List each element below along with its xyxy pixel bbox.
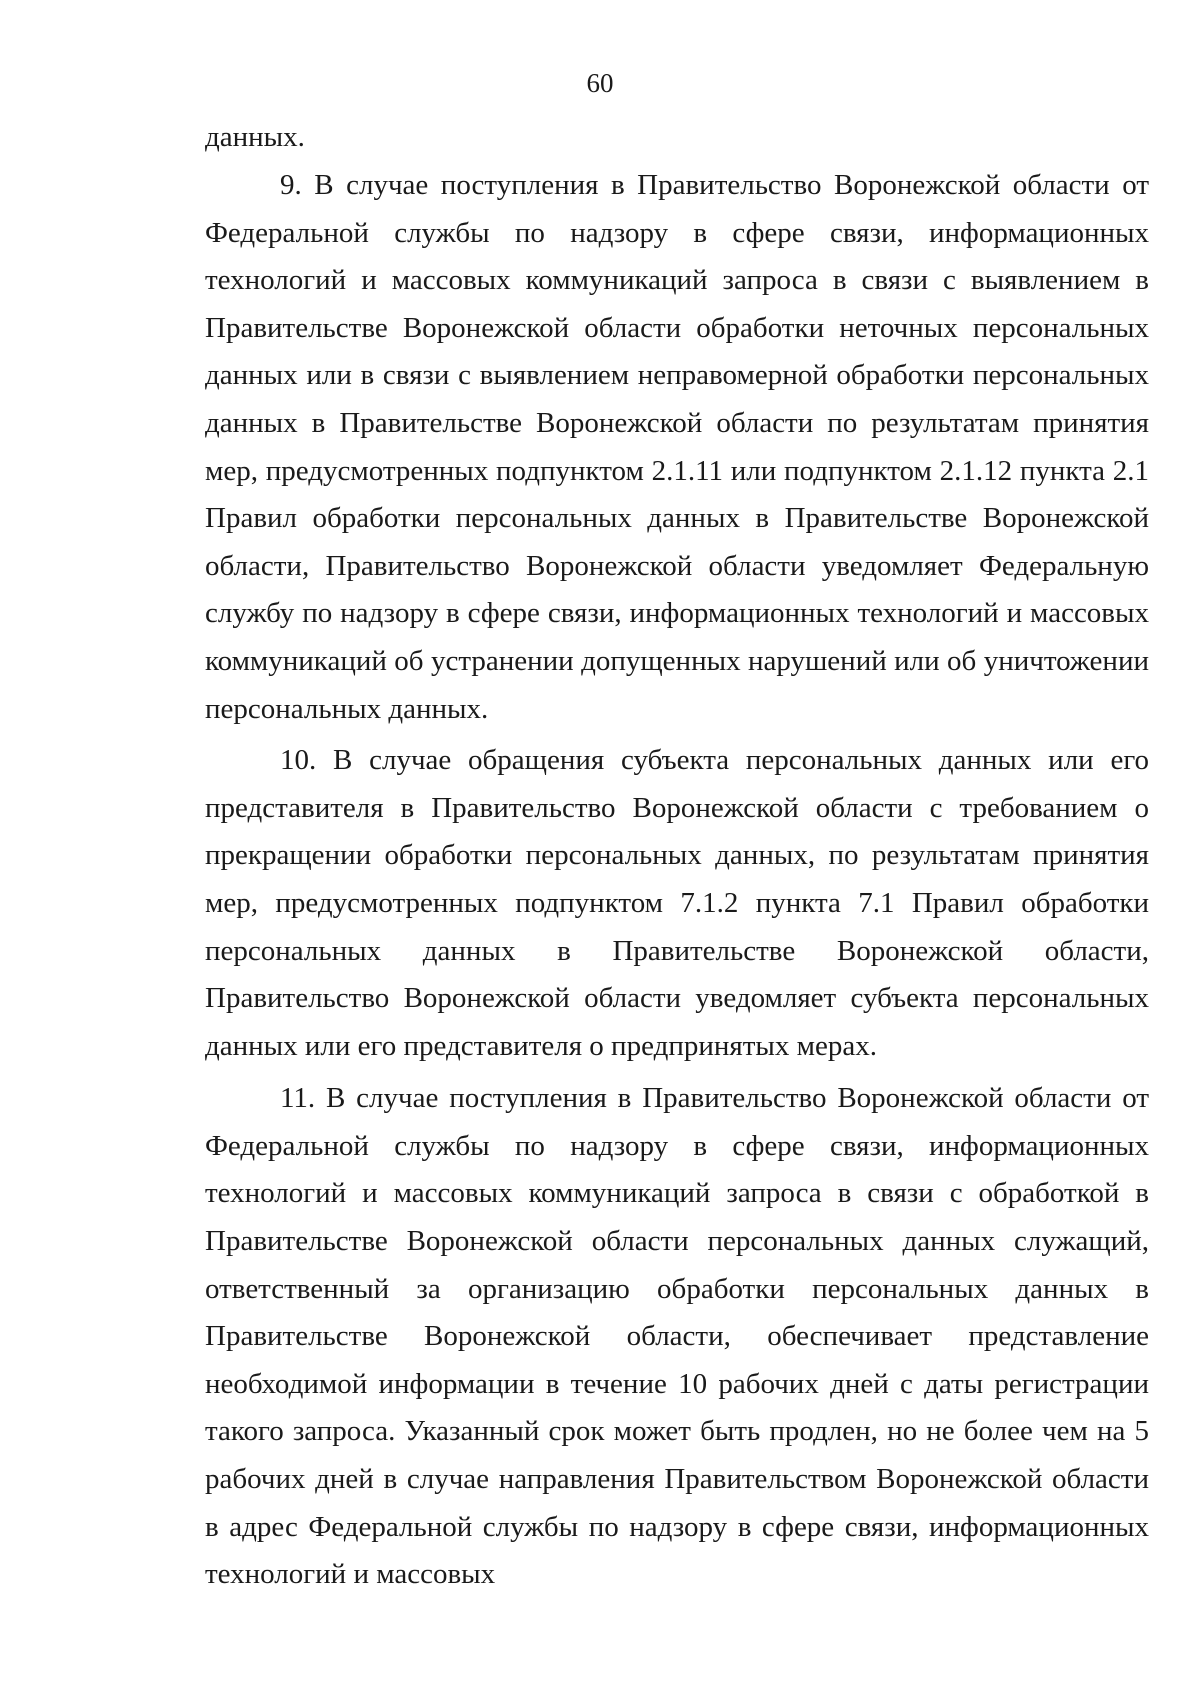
- continuation-text: данных.: [205, 121, 305, 153]
- paragraph-10: 10. В случае обращения субъекта персональных данных или его представителя в Правительство Воронежской области с требованием о прекращении обработки персональных данных, по результатам принятия мер, предусмотренных подпунктом 7.1.2 пункта 7.1 Правил обработки персональных данных в Правительстве Воронежской области, Правительство Воронежской области уведомляет субъекта персональных данных или его представителя о предпринятых мерах.: [205, 744, 1149, 1062]
- page-number: 60: [586, 68, 614, 98]
- paragraph-9: 9. В случае поступления в Правительство Воронежской области от Федеральной службы по надзору в сфере связи, информационных технологий и массовых коммуникаций запроса в связи с выявлением в Правительстве Воронежской области обработки неточных персональных данных или в связи с выявлением неправомерной обработки персональных данных в Правительстве Воронежской области по результатам принятия мер, предусмотренных подпунктом 2.1.11 или подпунктом 2.1.12 пункта 2.1 Правил обработки персональных данных в Правительстве Воронежской области, Правительство Воронежской области уведомляет Федеральную службу по надзору в сфере связи, информационных технологий и массовых коммуникаций об устранении допущенных нарушений или об уничтожении персональных данных.: [205, 169, 1149, 725]
- document-body: [205, 113, 1149, 1599]
- paragraph-11: 11. В случае поступления в Правительство Воронежской области от Федеральной службы по надзору в сфере связи, информационных технологий и массовых коммуникаций запроса в связи с обработкой в Правительстве Воронежской области персональных данных служащий, ответственный за организацию обработки персональных данных в Правительстве Воронежской области, обеспечивает представление необходимой информации в течение 10 рабочих дней с даты регистрации такого запроса. Указанный срок может быть продлен, но не более чем на 5 рабочих дней в случае направления Правительством Воронежской области в адрес Федеральной службы по надзору в сфере связи, информационных технологий и массовых: [205, 1082, 1149, 1591]
